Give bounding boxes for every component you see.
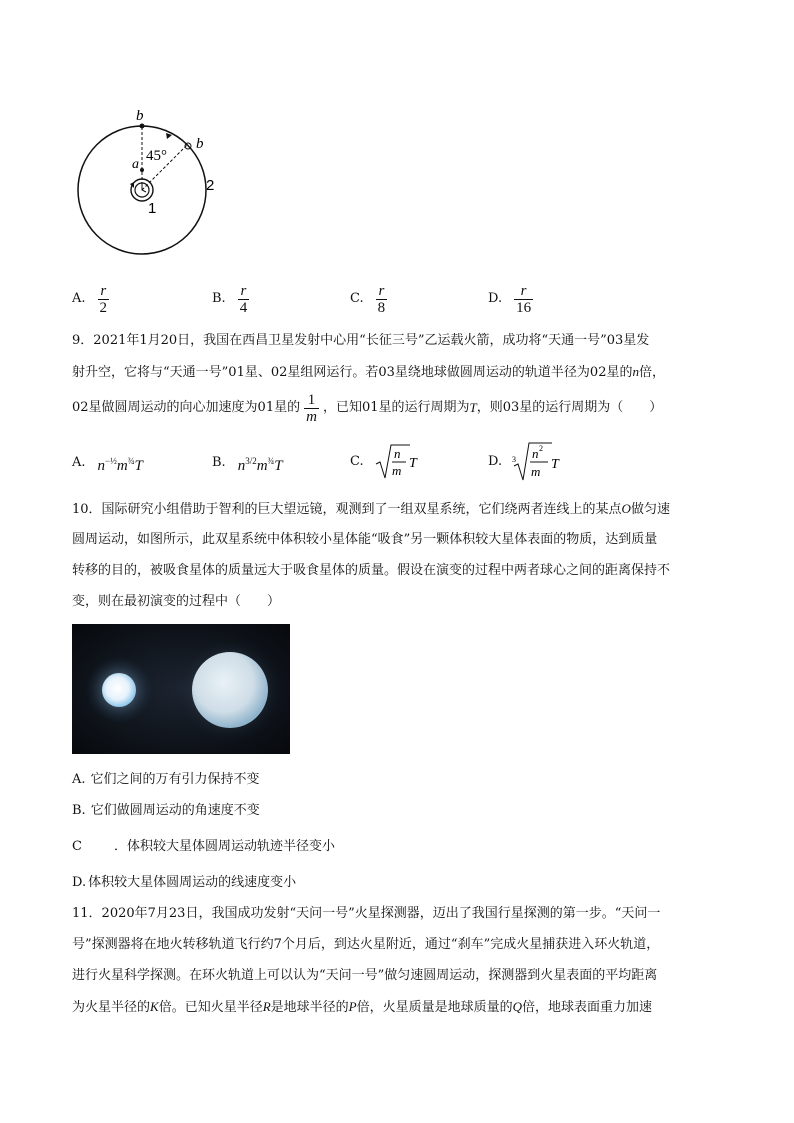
q10-option-d: D. 体积较大星体圆周运动的线速度变小 xyxy=(72,875,297,890)
cuberoot-formula xyxy=(510,440,566,484)
fraction: $\frac{r}{16}$ xyxy=(516,282,532,316)
q8-option-b: B. $\frac{r}{4}$ xyxy=(212,282,248,316)
q9-option-d: D. 3 n 2 m T xyxy=(488,440,566,484)
q11-line-3: 进行火星科学探测。在环火轨道上可以认为“天问一号”做匀速圆周运动，探测器到火星表面的平均距离 xyxy=(72,968,658,983)
q8-option-a: A. $\frac{r}{2}$ xyxy=(72,282,108,316)
q10-option-a: A. 它们之间的万有引力保持不变 xyxy=(72,772,260,787)
svg-text:3: 3 xyxy=(512,455,517,464)
svg-text:n: n xyxy=(532,446,539,461)
q11-line-1: 11．2020年7月23日，我国成功发射“天问一号”火星探测器，迈出了我国行星探测的第一步。“天问一 xyxy=(72,906,661,921)
q9-line-1: 9．2021年1月20日，我国在西昌卫星发射中心用“长征三号”乙运载火箭，成功将“天通一号”03星发 xyxy=(72,333,650,348)
svg-text:2: 2 xyxy=(539,444,544,453)
q9-line-2: 射升空，它将与“天通一号”01星、02星组网运行。若03星绕地球做圆周运动的轨道半径为02星的n倍， xyxy=(72,364,665,380)
q10-line-3: 转移的目的，被吸食星体的质量远大于吸食星体的质量。假设在演变的过程中两者球心之间的距离保持不 xyxy=(72,563,671,578)
label-angle: 45° xyxy=(146,148,167,164)
label-b-top: b xyxy=(136,108,144,124)
q10-line-4: 变，则在最初演变的过程中（ ） xyxy=(72,594,281,609)
q10-line-2: 圆周运动，如图所示，此双星系统中体积较小星体能“吸食”另一颗体积较大星体表面的物质，达到质量 xyxy=(72,532,658,547)
label-orbit-1: 1 xyxy=(148,200,157,217)
fraction: $\frac{r}{2}$ xyxy=(99,282,108,316)
q9-option-b: B. $n^{3/2}m^{\frac{3}{4}}T$ xyxy=(212,455,283,474)
q10-line-1: 10．国际研究小组借助于智利的巨大望远镜，观测到了一组双星系统，它们绕两者连线上的某点O做匀速 xyxy=(72,501,670,517)
q9-line-3: 02星做圆周运动的向心加速度为01星的 $\frac{1}{m}$ ，已知01星的运行周期为 T ，则03星的运行周期为（ ） xyxy=(72,391,663,425)
fraction: $\frac{r}{4}$ xyxy=(239,282,248,316)
q8-option-c: C. $\frac{r}{8}$ xyxy=(350,282,386,316)
label-orbit-2: 2 xyxy=(206,177,215,194)
large-star xyxy=(192,652,268,728)
label-b-side: b xyxy=(196,136,204,152)
label-a: a xyxy=(132,157,139,172)
svg-text:n: n xyxy=(393,446,401,461)
sqrt-formula xyxy=(374,442,422,482)
svg-text:T: T xyxy=(551,457,559,472)
q8-option-d: D. $\frac{r}{16}$ xyxy=(488,282,532,316)
orbit-figure xyxy=(72,100,232,260)
q10-option-b: B. 它们做圆周运动的角速度不变 xyxy=(72,803,260,818)
small-star xyxy=(102,673,136,707)
svg-text:m: m xyxy=(391,463,402,478)
fraction: $\frac{1}{m}$ xyxy=(306,391,317,425)
svg-text:T: T xyxy=(408,456,417,471)
q10-option-c: C ．体积较大星体圆周运动轨迹半径变小 xyxy=(72,839,335,854)
svg-text:m: m xyxy=(531,464,541,479)
q11-line-4: 为火星半径的K倍。已知火星半径R是地球半径的P倍，火星质量是地球质量的Q倍，地球表面重力加速 xyxy=(72,999,653,1015)
q9-option-c: C. n m T xyxy=(350,442,422,482)
fraction: $\frac{r}{8}$ xyxy=(377,282,386,316)
q9-option-a: A. $n^{-\frac{1}{2}}m^{\frac{3}{4}}T$ xyxy=(72,455,143,474)
binary-star-image xyxy=(72,624,290,754)
q11-line-2: 号”探测器将在地火转移轨道飞行约7个月后，到达火星附近，通过“刹车”完成火星捕获进入环火轨道， xyxy=(72,937,660,952)
